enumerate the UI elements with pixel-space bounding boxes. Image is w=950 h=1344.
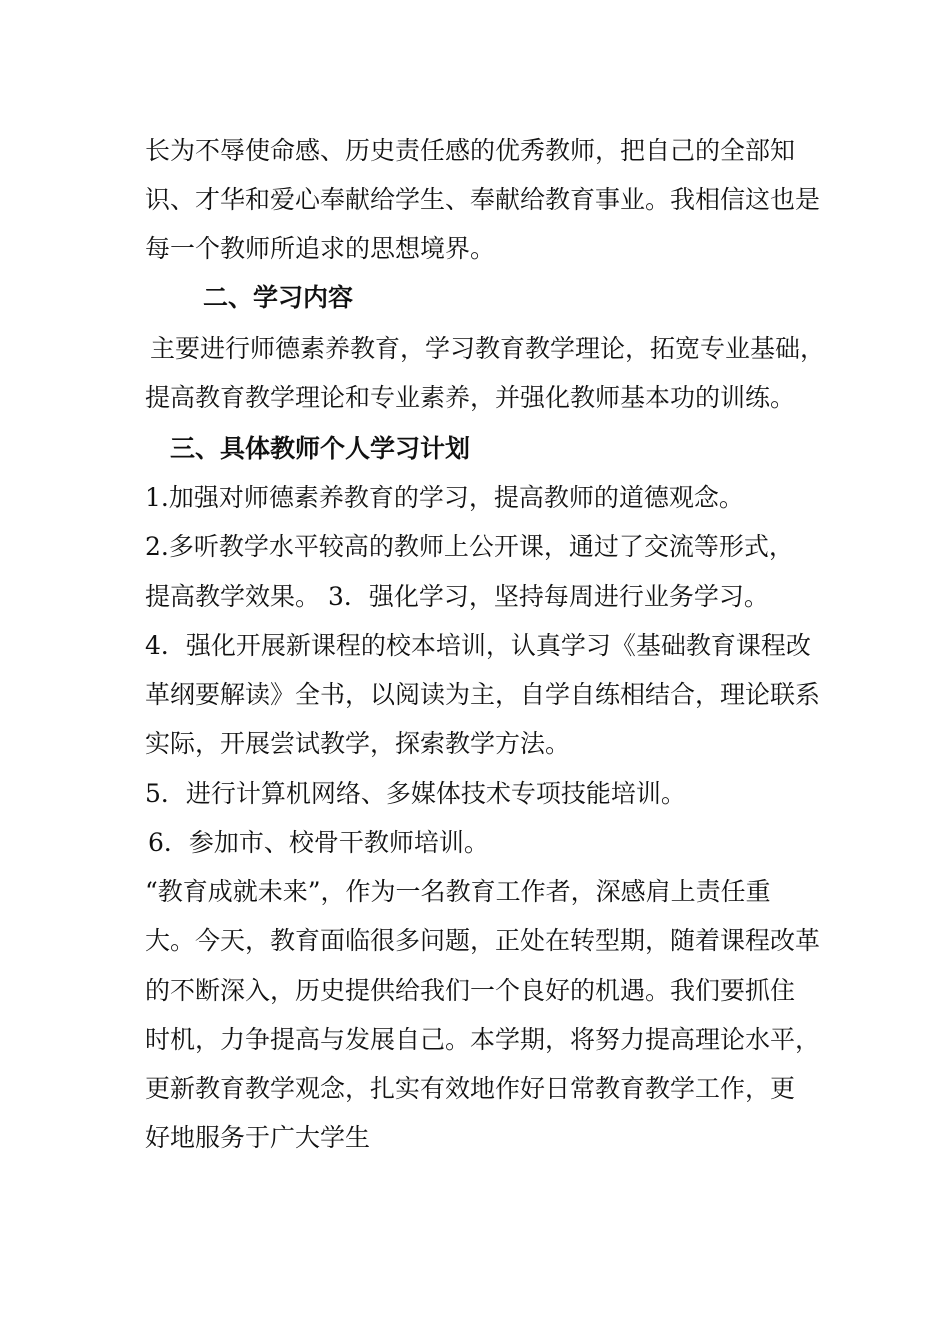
paragraph-line: 长为不辱使命感、历史责任感的优秀教师，把自己的全部知 [145,136,796,165]
list-item: 实际，开展尝试教学，探索教学方法。 [145,729,571,758]
paragraph-line: 每一个教师所追求的思想境界。 [145,234,496,263]
paragraph-line: 主要进行师德素养教育，学习教育教学理论，拓宽专业基础， [150,334,826,363]
paragraph-line: 识、才华和爱心奉献给学生、奉献给教育事业。我相信这也是 [145,185,821,214]
list-item: 2.多听教学水平较高的教师上公开课，通过了交流等形式， [145,532,794,561]
list-item: 4．强化开展新课程的校本培训，认真学习《基础教育课程改 [145,631,811,660]
section-heading-study-plan: 三、具体教师个人学习计划 [170,434,471,463]
paragraph-line: 大。今天，教育面临很多问题，正处在转型期，随着课程改革 [145,926,821,955]
paragraph-line: 更新教育教学观念，扎实有效地作好日常教育教学工作，更 [145,1074,796,1103]
list-item: 革纲要解读》全书，以阅读为主，自学自练相结合，理论联系 [145,680,821,709]
list-item: 提高教学效果。 3．强化学习，坚持每周进行业务学习。 [145,582,769,611]
paragraph-line: 提高教育教学理论和专业素养，并强化教师基本功的训练。 [145,383,796,412]
paragraph-line: 的不断深入，历史提供给我们一个良好的机遇。我们要抓住 [145,976,796,1005]
list-item: 6．参加市、校骨干教师培训。 [148,828,489,857]
paragraph-line: 好地服务于广大学生 [145,1123,371,1152]
paragraph-line: 时机，力争提高与发展自己。本学期，将努力提高理论水平， [145,1025,821,1054]
section-heading-study-content: 二、学习内容 [203,283,354,312]
paragraph-line: “教育成就未来”，作为一名教育工作者，深感肩上责任重 [145,877,771,906]
list-item: 5．进行计算机网络、多媒体技术专项技能培训。 [145,779,686,808]
list-item: 1.加强对师德素养教育的学习，提高教师的道德观念。 [145,483,744,512]
